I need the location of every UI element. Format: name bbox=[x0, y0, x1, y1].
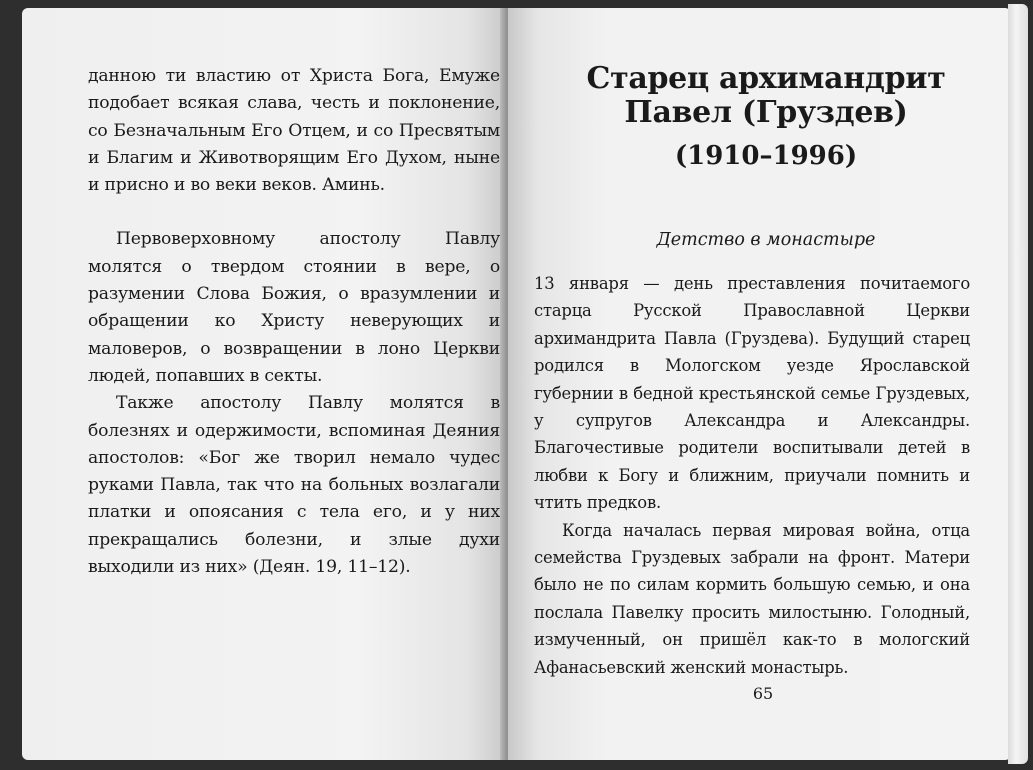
chapter-title: Старец архимандрит Павел (Груздев) bbox=[586, 61, 946, 130]
paragraph-gap bbox=[88, 199, 500, 226]
page-number: 65 bbox=[752, 684, 774, 703]
right-page-text bbox=[534, 270, 970, 681]
page-edge bbox=[1008, 4, 1028, 764]
left-page-text bbox=[88, 63, 500, 581]
left-paragraph-2: Первоверховному апостолу Павлу молятся о твердом стоянии в вере, о разумении Слова Божия, о вразумлении и обращении ко Христу неверующих и маловеров, о возвращении в лоно Церкви людей, попавших в секты. bbox=[88, 229, 500, 386]
left-page bbox=[22, 8, 506, 760]
right-page bbox=[508, 8, 1011, 760]
chapter-years: (1910–1996) bbox=[674, 141, 858, 171]
right-paragraph-1: 13 января — день преставления почитаемого старца Русской Православной Церкви архимандрита Павла (Груздева). Будущий старец родился в Мологском уезде Ярославской губернии в бедной крестьянской семье Груздевых, у супругов Александра и Александры. Благочестивые родители воспитывали детей в любви к Богу и ближним, приучали помнить и чтить предков. bbox=[534, 274, 970, 513]
left-paragraph-1: данною ти властию от Христа Бога, Емуже подобает всякая слава, честь и поклонение, со Безначальным Его Отцем, и со Пресвятым и Благим и Животворящим Его Духом, ныне и присно и во веки веков. Аминь. bbox=[88, 66, 500, 196]
right-paragraph-2: Когда началась первая мировая война, отца семейства Груздевых забрали на фронт. Матери было не по силам кормить большую семью, и она послала Павелку просить милостыню. Голодный, измученный, он пришёл как-то в мологский Афанасьевский женский монастырь. bbox=[534, 520, 970, 677]
left-paragraph-3: Также апостолу Павлу молятся в болезнях и одержимости, вспоминая Деяния апостолов: «Бог же творил немало чудес руками Павла, так что на больных возлагали платки и опоясания с тела его, и у них прекращались болезни, и злые духи выходили из них» (Деян. 19, 11–12). bbox=[88, 393, 500, 578]
section-heading: Детство в монастыре bbox=[656, 230, 876, 250]
